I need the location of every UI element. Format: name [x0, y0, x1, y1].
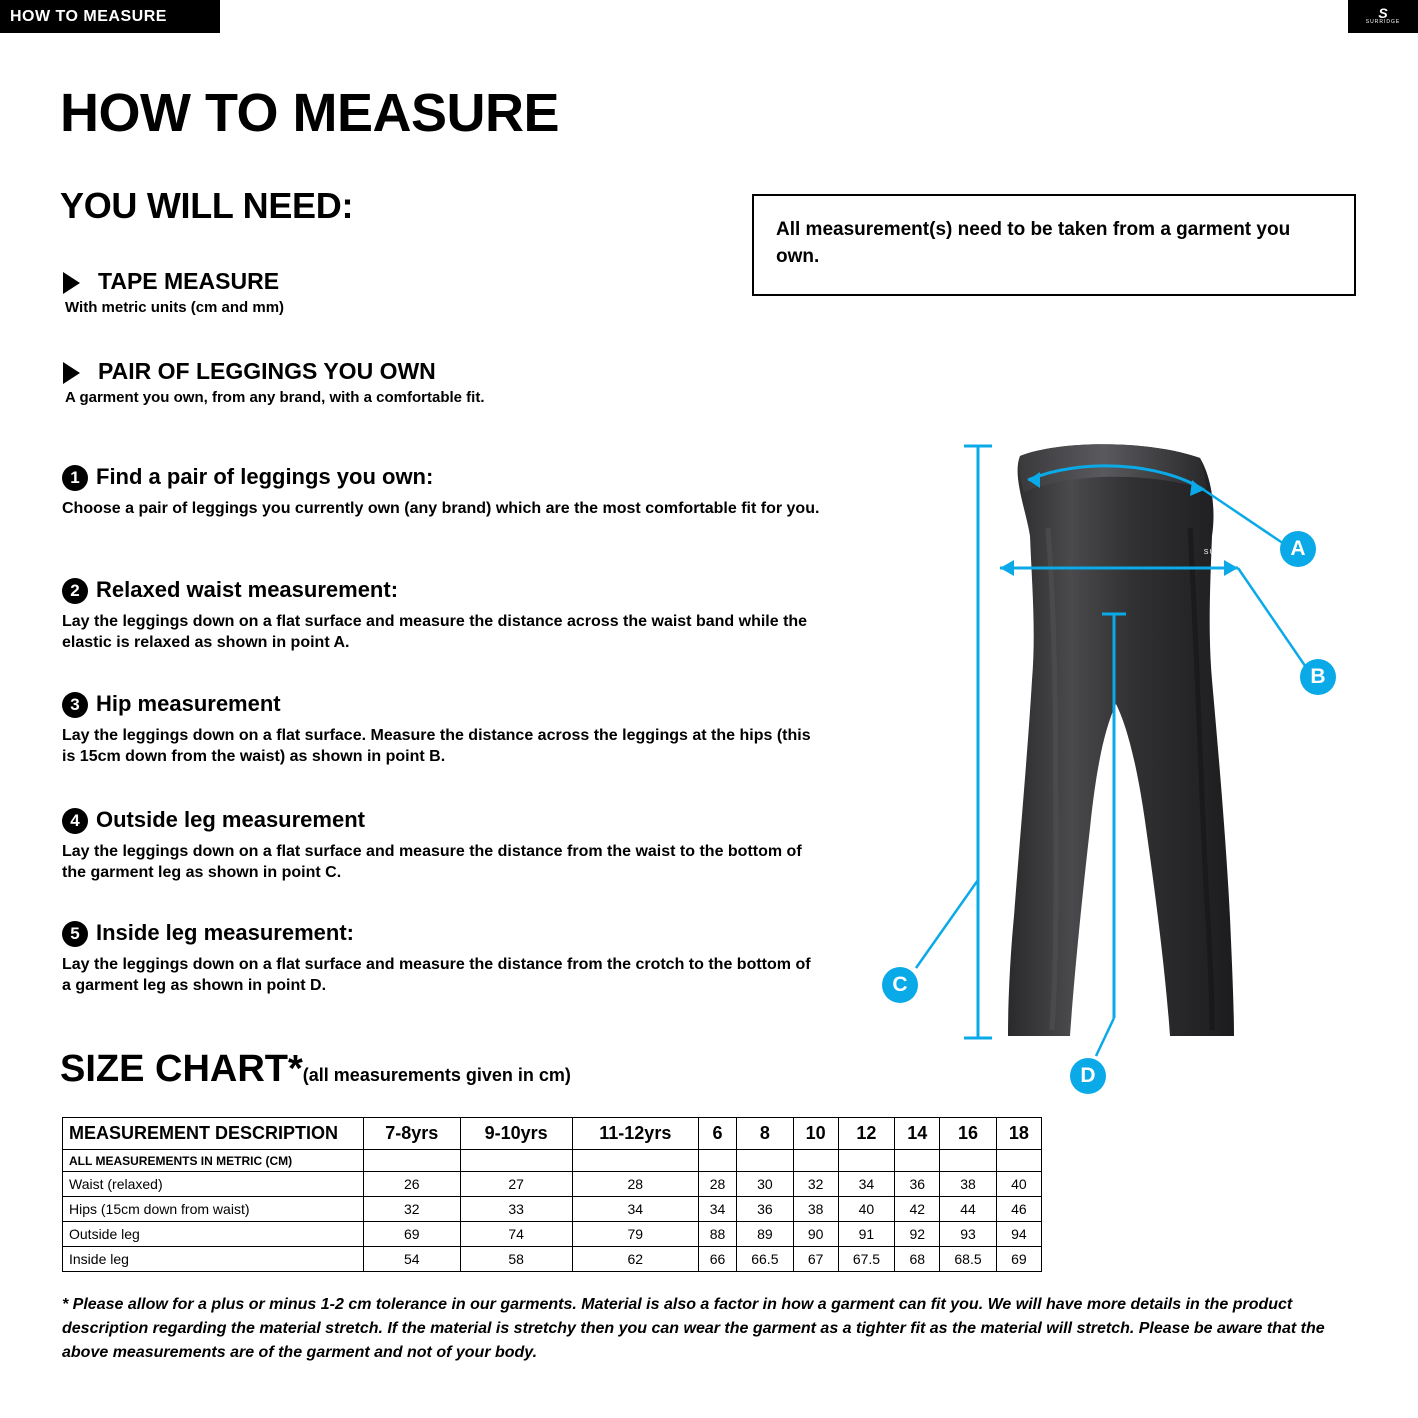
cell: 68.5: [940, 1247, 996, 1272]
brand-logo: [1348, 0, 1418, 33]
cell: 34: [698, 1197, 736, 1222]
cell: 40: [996, 1172, 1041, 1197]
garment-brandmark: [1196, 527, 1258, 556]
cell: 69: [364, 1222, 461, 1247]
leader-line-b: [1238, 568, 1312, 676]
step-title: Outside leg measurement: [96, 807, 365, 832]
column-header-14: 14: [895, 1118, 940, 1150]
row-label-hips: Hips (15cm down from waist): [63, 1197, 364, 1222]
callout-b: B: [1300, 659, 1336, 695]
leader-line-c: [916, 880, 978, 968]
cell: 36: [737, 1197, 793, 1222]
you-will-need-heading: YOU WILL NEED:: [60, 185, 354, 226]
step-body: Lay the leggings down on a flat surface and measure the distance from the crotch to the bottom of a garment leg as shown in point D.: [62, 956, 811, 994]
units-label: ALL MEASUREMENTS IN METRIC (CM): [63, 1150, 364, 1172]
cell: 68: [895, 1247, 940, 1272]
column-header-11-12yrs: 11-12yrs: [572, 1118, 698, 1150]
top-bar-title: HOW TO MEASURE: [10, 8, 167, 25]
cell: 36: [895, 1172, 940, 1197]
garment-brandmark-text: SURRIDGE: [1203, 549, 1251, 556]
step-number-badge: 5: [62, 921, 88, 947]
cell: 38: [793, 1197, 838, 1222]
column-header-9-10yrs: 9-10yrs: [460, 1118, 572, 1150]
cell: 93: [940, 1222, 996, 1247]
units-cell: [737, 1150, 793, 1172]
cell: 32: [793, 1172, 838, 1197]
column-header-6: 6: [698, 1118, 736, 1150]
cell: 30: [737, 1172, 793, 1197]
top-bar: [0, 0, 1418, 33]
cell: 91: [838, 1222, 894, 1247]
units-cell: [895, 1150, 940, 1172]
top-bar-spacer: [220, 0, 1348, 33]
units-cell: [793, 1150, 838, 1172]
leggings-diagram: [860, 418, 1380, 1108]
triangle-bullet-icon: [63, 362, 80, 384]
cell: 28: [572, 1172, 698, 1197]
size-chart-heading: [60, 1048, 571, 1091]
size-chart-title: SIZE CHART*: [60, 1048, 303, 1090]
cell: 28: [698, 1172, 736, 1197]
cell: 27: [460, 1172, 572, 1197]
cell: 94: [996, 1222, 1041, 1247]
step-number-badge: 1: [62, 465, 88, 491]
step-body: Choose a pair of leggings you currently own (any brand) which are the most comfortable fit for you.: [62, 500, 820, 517]
notice-text: All measurement(s) need to be taken from a garment you own.: [776, 219, 1291, 267]
step-title: Hip measurement: [96, 691, 281, 716]
cell: 54: [364, 1247, 461, 1272]
callout-a: A: [1280, 531, 1316, 567]
table-row: [63, 1172, 1042, 1197]
units-cell: [838, 1150, 894, 1172]
need-item-title: TAPE MEASURE: [98, 268, 280, 294]
step-number-badge: 2: [62, 578, 88, 604]
callout-c: C: [882, 967, 918, 1003]
step-title: Relaxed waist measurement:: [96, 577, 399, 602]
notice-box: [752, 194, 1356, 296]
cell: 58: [460, 1247, 572, 1272]
row-label-inside-leg: Inside leg: [63, 1247, 364, 1272]
cell: 46: [996, 1197, 1041, 1222]
leggings-illustration: [860, 418, 1380, 1108]
table-row: [63, 1247, 1042, 1272]
cell: 67: [793, 1247, 838, 1272]
need-item-title: PAIR OF LEGGINGS YOU OWN: [98, 358, 436, 384]
step-number-badge: 3: [62, 692, 88, 718]
column-header-8: 8: [737, 1118, 793, 1150]
table-row: [63, 1197, 1042, 1222]
cell: 92: [895, 1222, 940, 1247]
leader-line-d: [1096, 1018, 1114, 1056]
column-header-12: 12: [838, 1118, 894, 1150]
units-cell: [698, 1150, 736, 1172]
cell: 26: [364, 1172, 461, 1197]
cell: 34: [838, 1172, 894, 1197]
size-chart-note: (all measurements given in cm): [302, 1065, 571, 1085]
garment-brandmark-glyph: S: [1219, 525, 1235, 550]
table-row: [63, 1222, 1042, 1247]
triangle-bullet-icon: [63, 272, 80, 294]
cell: 90: [793, 1222, 838, 1247]
table-header-row: [63, 1118, 1042, 1150]
cell: 79: [572, 1222, 698, 1247]
cell: 67.5: [838, 1247, 894, 1272]
page-title: HOW TO MEASURE: [60, 83, 560, 143]
brand-logo-text: SURRIDGE: [1365, 19, 1401, 25]
cell: 42: [895, 1197, 940, 1222]
cell: 69: [996, 1247, 1041, 1272]
cell: 38: [940, 1172, 996, 1197]
footnote: * Please allow for a plus or minus 1-2 cm tolerance in our garments. Material is also a factor in how a garment can fit you. We will have more details in the product description regarding the material stretch. If the material is stretchy then you can wear the garment as a tighter fit as the material will stretch. Please be aware that the above measurements are of the garment and not of your body.: [62, 1296, 1325, 1361]
cell: 32: [364, 1197, 461, 1222]
column-header-description: MEASUREMENT DESCRIPTION: [63, 1118, 364, 1150]
cell: 66: [698, 1247, 736, 1272]
cell: 40: [838, 1197, 894, 1222]
cell: 33: [460, 1197, 572, 1222]
step-body: Lay the leggings down on a flat surface. Measure the distance across the leggings at the hips (this is 15cm down from the waist) as shown in point B.: [62, 727, 811, 765]
column-header-10: 10: [793, 1118, 838, 1150]
cell: 62: [572, 1247, 698, 1272]
units-cell: [572, 1150, 698, 1172]
cell: 66.5: [737, 1247, 793, 1272]
cell: 74: [460, 1222, 572, 1247]
row-label-waist: Waist (relaxed): [63, 1172, 364, 1197]
cell: 89: [737, 1222, 793, 1247]
step-body: Lay the leggings down on a flat surface and measure the distance from the waist to the bottom of the garment leg as shown in point C.: [62, 843, 802, 881]
need-item-sub: With metric units (cm and mm): [65, 299, 285, 316]
step-title: Find a pair of leggings you own:: [96, 464, 434, 489]
row-label-outside-leg: Outside leg: [63, 1222, 364, 1247]
column-header-16: 16: [940, 1118, 996, 1150]
table-row-units: [63, 1150, 1042, 1172]
cell: 34: [572, 1197, 698, 1222]
need-item-sub: A garment you own, from any brand, with a comfortable fit.: [65, 389, 485, 406]
units-cell: [996, 1150, 1041, 1172]
callout-d: D: [1070, 1058, 1106, 1094]
units-cell: [364, 1150, 461, 1172]
measure-arrow-b-right: [1224, 560, 1238, 576]
step-title: Inside leg measurement:: [96, 920, 354, 945]
column-header-18: 18: [996, 1118, 1041, 1150]
cell: 44: [940, 1197, 996, 1222]
units-cell: [940, 1150, 996, 1172]
brand-logo-glyph: S: [1378, 5, 1388, 21]
column-header-7-8yrs: 7-8yrs: [364, 1118, 461, 1150]
step-number-badge: 4: [62, 808, 88, 834]
cell: 88: [698, 1222, 736, 1247]
units-cell: [460, 1150, 572, 1172]
size-chart-table: [62, 1117, 1042, 1272]
measure-arrow-b-left: [1000, 560, 1014, 576]
step-body: Lay the leggings down on a flat surface and measure the distance across the waist band while the elastic is relaxed as shown in point A.: [62, 613, 808, 651]
